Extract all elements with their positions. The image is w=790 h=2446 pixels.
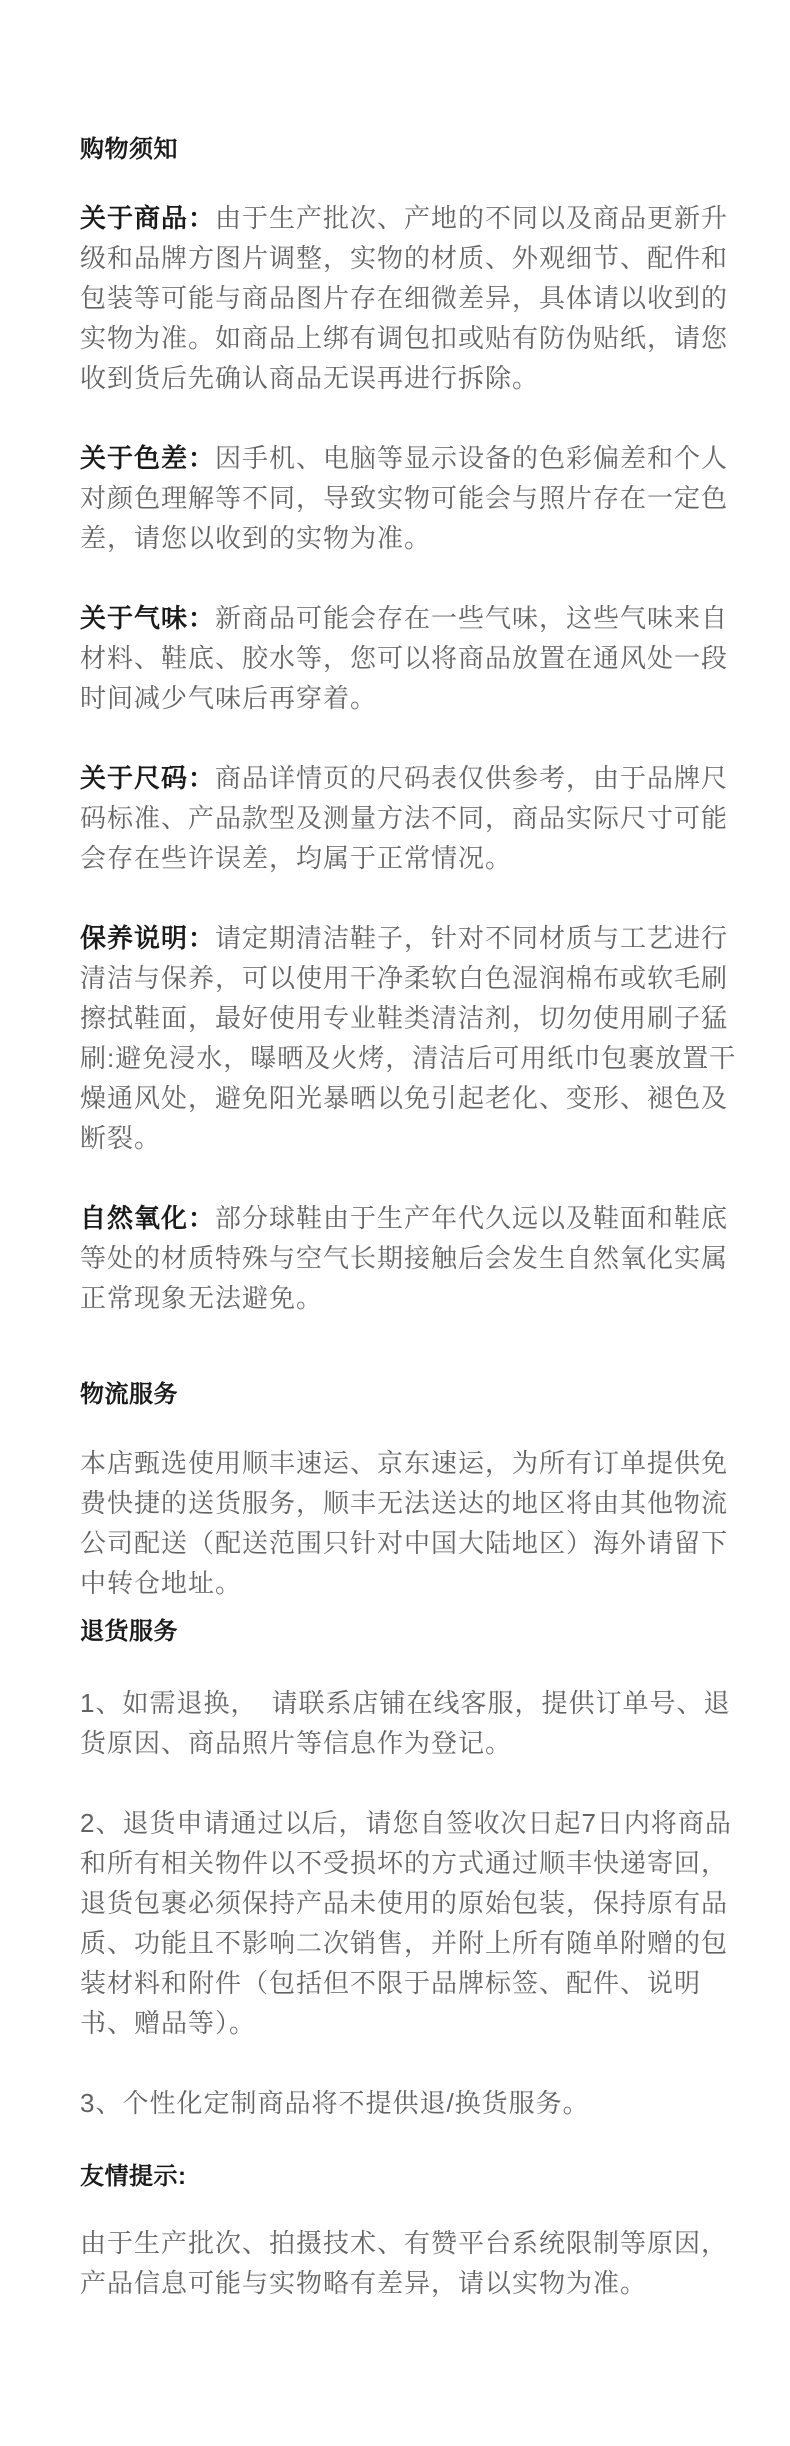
para-about-size-text: 商品详情页的尺码表仅供参考，由于品牌尺码标准、产品款型及测量方法不同，商品实际尺寸可能会存在些许误差，均属于正常情况。 [80,763,729,873]
para-returns-1: 1、如需退换， 请联系店铺在线客服，提供订单号、退货原因、商品照片等信息作为登记。 [80,1688,731,1758]
para-care-text: 请定期清洁鞋子，针对不同材质与工艺进行清洁与保养，可以使用干净柔软白色湿润棉布或软毛刷擦拭鞋面，最好使用专业鞋类清洁剂，切勿使用刷子猛刷:避免浸水，曝晒及火烤，清洁后可用纸巾包裹放置干燥通风处，避免阳光暴晒以免引起老化、变形、褪色及断裂。 [80,923,737,1153]
para-about-color [80,438,740,558]
para-about-product-text: 由于生产批次、产地的不同以及商品更新升级和品牌方图片调整，实物的材质、外观细节、配件和包装等可能与商品图片存在细微差异，具体请以收到的实物为准。如商品上绑有调包扣或贴有防伪贴纸，请您收到货后先确认商品无误再进行拆除。 [80,203,729,393]
para-about-product [80,198,740,398]
section-title-returns: 退货服务 [80,1618,178,1645]
para-about-color-text: 因手机、电脑等显示设备的色彩偏差和个人对颜色理解等不同，导致实物可能会与照片存在一定色差，请您以收到的实物为准。 [80,443,729,553]
section-title-tips: 友情提示: [80,2163,187,2190]
para-care [80,918,740,1158]
para-about-color-label: 关于色差： [80,443,216,473]
para-returns-2: 2、退货申请通过以后，请您自签收次日起7日内将商品和所有相关物件以不受损坏的方式通过顺丰快递寄回，退货包裹必须保持产品未使用的原始包装，保持原有品质、功能且不影响二次销售，并附上所有随单附赠的包装材料和附件（包括但不限于品牌标签、配件、说明书、赠品等）。 [80,1808,732,2038]
para-tips: 由于生产批次、拍摄技术、有赞平台系统限制等原因，产品信息可能与实物略有差异，请以实物为准。 [80,2228,729,2298]
para-oxidation-text: 部分球鞋由于生产年代久远以及鞋面和鞋底等处的材质特殊与空气长期接触后会发生自然氧化实属正常现象无法避免。 [80,1203,729,1313]
para-about-smell-text: 新商品可能会存在一些气味，这些气味来自材料、鞋底、胶水等，您可以将商品放置在通风处一段时间减少气味后再穿着。 [80,603,729,713]
section-title-shopping-notice: 购物须知 [80,136,178,163]
para-about-product-label: 关于商品： [80,203,216,233]
para-oxidation-label: 自然氧化： [80,1203,216,1233]
section-title-logistics: 物流服务 [80,1381,178,1408]
para-about-smell-label: 关于气味： [80,603,216,633]
para-care-label: 保养说明： [80,923,216,953]
para-about-size [80,758,740,878]
para-returns-3: 3、个性化定制商品将不提供退/换货服务。 [80,2088,590,2118]
para-about-smell [80,598,740,718]
para-logistics: 本店甄选使用顺丰速运、京东速运，为所有订单提供免费快捷的送货服务，顺丰无法送达的地区将由其他物流公司配送（配送范围只针对中国大陆地区）海外请留下中转仓地址。 [80,1448,729,1598]
para-about-size-label: 关于尺码： [80,763,216,793]
para-oxidation [80,1198,740,1318]
